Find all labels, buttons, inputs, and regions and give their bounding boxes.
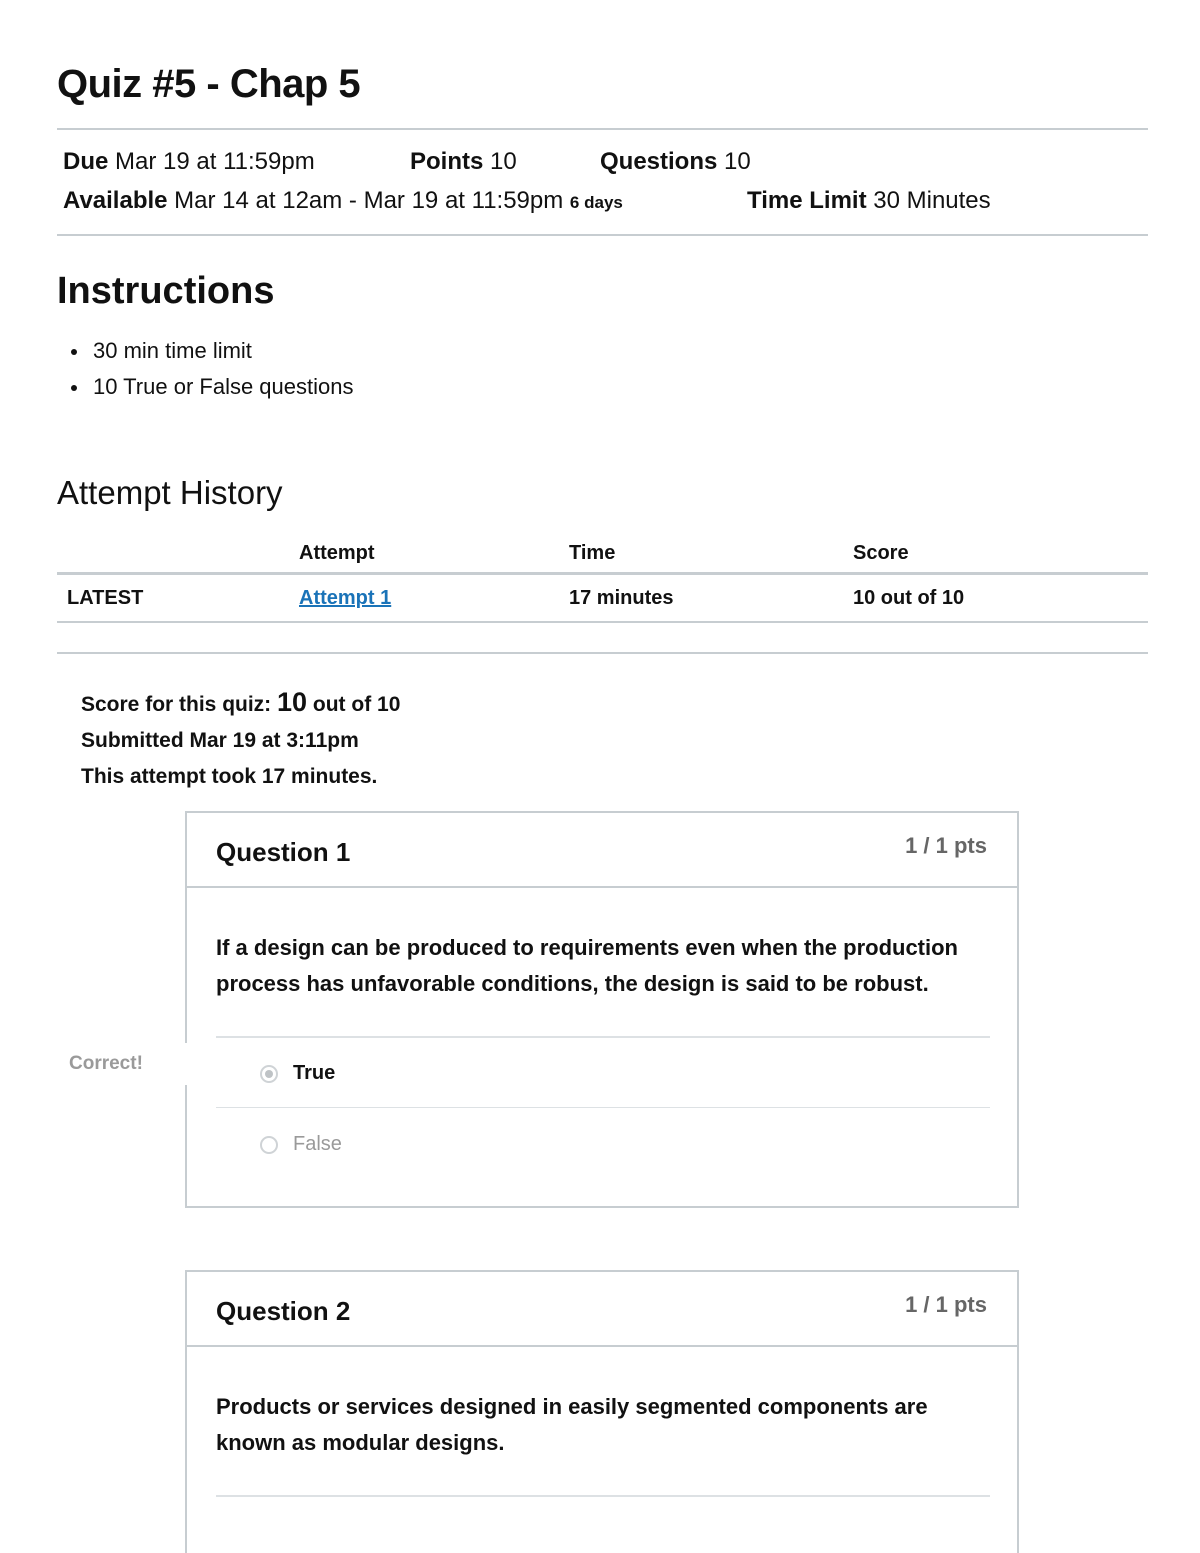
question-title: Question 1 bbox=[216, 837, 351, 867]
time-limit-meta bbox=[747, 187, 991, 215]
available-label: Available bbox=[63, 187, 168, 214]
instructions-list bbox=[93, 337, 353, 409]
question-text: Products or services designed in easily segmented components are known as modular designs. bbox=[216, 1394, 928, 1455]
time-limit-label: Time Limit bbox=[747, 187, 867, 214]
radio-unselected-icon[interactable] bbox=[260, 1136, 278, 1154]
due-meta bbox=[63, 148, 315, 176]
table-row bbox=[57, 575, 1148, 623]
quiz-score-total: out of 10 bbox=[307, 693, 401, 716]
instruction-item: 30 min time limit bbox=[93, 337, 353, 373]
answer-label: True bbox=[293, 1062, 336, 1084]
questions-value: 10 bbox=[724, 148, 751, 175]
score-summary bbox=[81, 684, 400, 795]
column-header-attempt: Attempt bbox=[299, 542, 375, 564]
column-header-time: Time bbox=[569, 542, 616, 564]
question-points: 1 / 1 pts bbox=[905, 833, 987, 858]
table-header bbox=[57, 530, 1148, 575]
questions-meta bbox=[600, 148, 751, 176]
instructions-heading: Instructions bbox=[57, 270, 275, 312]
time-limit-value: 30 Minutes bbox=[873, 187, 991, 214]
question-title: Question 2 bbox=[216, 1296, 351, 1326]
divider bbox=[57, 128, 1148, 130]
question-card-2 bbox=[185, 1270, 1019, 1553]
attempt-label-latest: LATEST bbox=[67, 587, 144, 609]
available-value: Mar 14 at 12am - Mar 19 at 11:59pm bbox=[174, 187, 564, 214]
due-label: Due bbox=[63, 148, 109, 175]
points-label: Points bbox=[410, 148, 484, 175]
divider bbox=[57, 652, 1148, 654]
attempt-duration: This attempt took 17 minutes. bbox=[81, 765, 378, 788]
attempt-score: 10 out of 10 bbox=[853, 587, 965, 609]
correct-indicator: Correct! bbox=[69, 1053, 143, 1074]
points-meta bbox=[410, 148, 517, 176]
divider bbox=[216, 1036, 990, 1038]
attempt-1-link[interactable]: Attempt 1 bbox=[299, 587, 392, 609]
due-value: Mar 19 at 11:59pm bbox=[115, 148, 315, 175]
answer-option-true[interactable] bbox=[260, 1062, 335, 1085]
question-points: 1 / 1 pts bbox=[905, 1292, 987, 1317]
column-header-score: Score bbox=[853, 542, 909, 564]
question-header bbox=[187, 1272, 1017, 1347]
points-value: 10 bbox=[490, 148, 517, 175]
quiz-score-label: Score for this quiz: bbox=[81, 693, 278, 716]
quiz-score-value: 10 bbox=[277, 687, 308, 717]
question-header bbox=[187, 813, 1017, 888]
divider bbox=[57, 234, 1148, 236]
submitted-timestamp: Submitted Mar 19 at 3:11pm bbox=[81, 729, 359, 752]
attempt-history-heading: Attempt History bbox=[57, 474, 283, 511]
page-title: Quiz #5 - Chap 5 bbox=[57, 62, 361, 106]
divider bbox=[216, 1107, 990, 1108]
answer-option-false[interactable] bbox=[260, 1133, 342, 1156]
quiz-score bbox=[81, 684, 400, 723]
available-days: 6 days bbox=[569, 193, 623, 212]
instruction-item: 10 True or False questions bbox=[93, 373, 353, 409]
available-meta bbox=[63, 187, 623, 215]
correct-indicator-notch bbox=[183, 1043, 189, 1085]
questions-label: Questions bbox=[600, 148, 718, 175]
attempt-history-table bbox=[57, 530, 1148, 623]
answer-label: False bbox=[293, 1133, 342, 1155]
divider bbox=[216, 1495, 990, 1497]
question-card-1 bbox=[185, 811, 1019, 1208]
attempt-time: 17 minutes bbox=[569, 587, 674, 609]
question-text: If a design can be produced to requirements even when the production process has unfavorable conditions, the design is said to be robust. bbox=[216, 935, 958, 996]
radio-selected-icon[interactable] bbox=[260, 1065, 278, 1083]
